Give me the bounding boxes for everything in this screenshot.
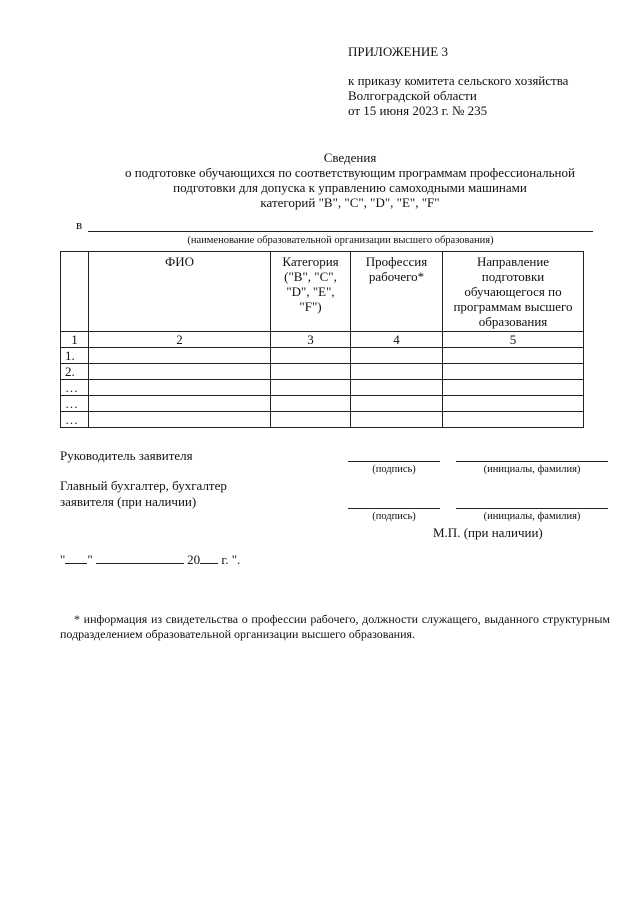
date-field — [60, 551, 240, 568]
accountant-label: Главный бухгалтер, бухгалтер — [60, 478, 227, 493]
date-quote: " — [60, 552, 66, 567]
col-header-number — [61, 252, 89, 332]
table-cell[interactable] — [443, 412, 584, 428]
table-cell[interactable] — [89, 380, 271, 396]
table-row — [61, 380, 584, 396]
table-cell[interactable] — [443, 396, 584, 412]
col-header-direction: Направление подготовки обучающегося по программам высшего образования — [443, 252, 584, 332]
col-header-fio: ФИО — [89, 252, 271, 332]
stamp-note: М.П. (при наличии) — [433, 525, 543, 540]
name-caption: (инициалы, фамилия) — [483, 464, 581, 475]
table-cell[interactable] — [271, 348, 351, 364]
title-line: подготовки для допуска к управлению самоходными машинами — [173, 180, 527, 195]
signature-caption: (подпись) — [372, 464, 416, 475]
table-row — [61, 412, 584, 428]
table-row — [61, 396, 584, 412]
title-line: о подготовке обучающихся по соответствующим программам профессиональной — [125, 165, 575, 180]
table-cell[interactable] — [351, 396, 443, 412]
order-reference-line: к приказу комитета сельского хозяйства — [348, 73, 569, 88]
col-header-profession: Профессия рабочего* — [351, 252, 443, 332]
row-number: … — [61, 380, 89, 396]
head-signature-line[interactable] — [348, 461, 440, 462]
head-name-line[interactable] — [456, 461, 608, 462]
date-year-prefix: 20 — [187, 552, 201, 567]
students-table — [60, 251, 584, 428]
date-quote: " — [87, 552, 93, 567]
table-row — [61, 364, 584, 380]
table-cell[interactable] — [89, 348, 271, 364]
table-cell[interactable] — [351, 364, 443, 380]
title-line: категорий "В", "С", "D", "Е", "F" — [260, 195, 440, 210]
column-number: 2 — [89, 332, 271, 348]
date-month-field[interactable] — [96, 551, 184, 564]
table-row — [61, 348, 584, 364]
order-reference-line: Волгоградской области — [348, 88, 477, 103]
accountant-label: заявителя (при наличии) — [60, 494, 197, 509]
row-number: 1. — [61, 348, 89, 364]
table-cell[interactable] — [443, 380, 584, 396]
column-numbers-row — [61, 332, 584, 348]
table-cell[interactable] — [89, 364, 271, 380]
accountant-name-line[interactable] — [456, 508, 608, 509]
order-reference-line: от 15 июня 2023 г. № 235 — [348, 103, 488, 118]
table-cell[interactable] — [89, 396, 271, 412]
table-cell[interactable] — [89, 412, 271, 428]
column-number: 5 — [443, 332, 584, 348]
table-cell[interactable] — [443, 348, 584, 364]
table-cell[interactable] — [351, 412, 443, 428]
row-number: 2. — [61, 364, 89, 380]
date-day-field[interactable] — [65, 551, 87, 564]
table-cell[interactable] — [271, 380, 351, 396]
footnote: * информация из свидетельства о профессии рабочего, должности служащего, выданного структурным подразделением образовательной организации высшего образования. — [60, 612, 610, 641]
appendix-title: ПРИЛОЖЕНИЕ 3 — [348, 44, 448, 59]
title-line: Сведения — [323, 150, 377, 165]
table-cell[interactable] — [271, 412, 351, 428]
order-reference — [348, 73, 568, 118]
accountant-signature-line[interactable] — [348, 508, 440, 509]
document-title — [60, 150, 640, 210]
table-cell[interactable] — [271, 364, 351, 380]
head-label: Руководитель заявителя — [60, 448, 193, 463]
column-number: 4 — [351, 332, 443, 348]
table-cell[interactable] — [351, 348, 443, 364]
table-cell[interactable] — [271, 396, 351, 412]
date-suffix: г. ". — [221, 552, 241, 567]
col-header-category: Категория ("В", "С", "D", "Е", "F") — [271, 252, 351, 332]
org-prefix: в — [76, 217, 83, 232]
column-number: 3 — [271, 332, 351, 348]
column-number: 1 — [61, 332, 89, 348]
row-number: … — [61, 396, 89, 412]
org-caption: (наименование образовательной организации высшего образования) — [187, 235, 494, 246]
org-name-field[interactable] — [88, 231, 593, 232]
row-number: … — [61, 412, 89, 428]
date-year-field[interactable] — [200, 551, 218, 564]
table-cell[interactable] — [443, 364, 584, 380]
name-caption: (инициалы, фамилия) — [483, 511, 581, 522]
signature-caption: (подпись) — [372, 511, 416, 522]
table-header-row — [61, 252, 584, 332]
table-cell[interactable] — [351, 380, 443, 396]
